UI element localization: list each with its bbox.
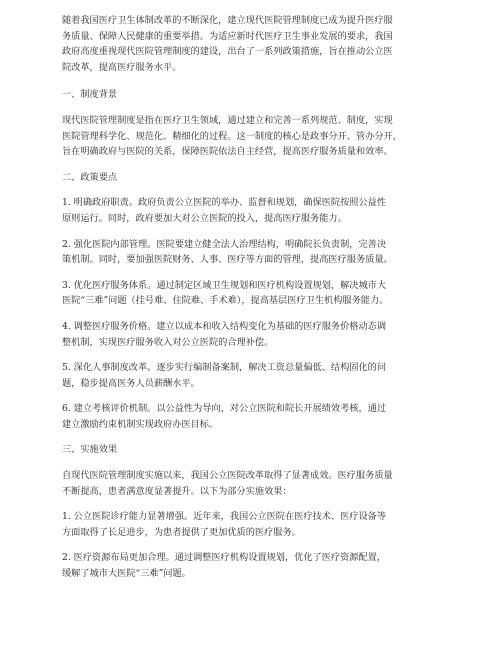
text-line: 建立激励约束机制实现政府办医目标。 (62, 418, 219, 430)
text-line: 1. 公立医院诊疗能力显著增强。近年来，我国公立医院在医疗技术、医疗设备等 (62, 511, 387, 523)
text-line: 随着我国医疗卫生体制改革的不断深化，建立现代医院管理制度已成为提升医疗服 (62, 15, 393, 26)
list-item (62, 550, 448, 581)
text-line: 缓解了城市大医院“三难”问题。 (62, 568, 191, 580)
text-line: 政府高度重视现代医院管理制度的建设，出台了一系列政策措施，旨在推动公立医 (62, 46, 393, 58)
text-line: 院改革，提高医疗服务水平。 (62, 61, 182, 73)
list-item (62, 278, 448, 309)
text-line: 方面取得了长足进步，为患者提供了更加优质的医疗服务。 (62, 526, 301, 538)
section-heading: 一、制度背景 (62, 89, 118, 101)
text-line: 2. 医疗资源布局更加合理。通过调整医疗机构设置规划，优化了医疗资源配置， (62, 552, 387, 564)
text-line: 务质量、保障人民健康的重要举措。为适应新时代医疗卫生事业发展的要求，我国 (62, 30, 393, 42)
document-page (62, 13, 448, 582)
list-item (62, 401, 448, 432)
text-line: 策机制。同时，要加强医院财务、人事、医疗等方面的管理，提高医疗服务质量。 (62, 254, 393, 266)
text-line: 2. 强化医院内部管理。医院要建立健全法人治理结构，明确院长负责制，完善决 (62, 238, 387, 250)
text-line: 1. 明确政府职责。政府负责公立医院的举办、监督和规划，确保医院按照公益性 (62, 197, 387, 209)
text-line: 自现代医院管理制度实施以来，我国公立医院改革取得了显著成效。医疗服务质量 (62, 470, 393, 482)
text-line: 医院管理科学化、规范化、精细化的过程。这一制度的核心是政事分开、管办分开， (62, 130, 402, 142)
text-line: 原则运行。同时，政府要加大对公立医院的投入，提高医疗服务能力。 (62, 212, 347, 224)
section-paragraph (62, 113, 448, 160)
text-line: 题，稳步提高医务人员薪酬水平。 (62, 377, 200, 389)
list-item (62, 360, 448, 391)
text-line: 旨在明确政府与医院的关系，保障医院依法自主经营，提高医疗服务质量和效率。 (62, 146, 393, 158)
text-line: 医院“三难”问题（挂号难、住院难、手术难），提高基层医疗卫生机构服务能力。 (62, 295, 389, 307)
intro-paragraph (62, 13, 448, 75)
text-line: 不断提高，患者满意度显著提升。以下为部分实施效果： (62, 485, 292, 497)
text-line: 6. 建立考核评价机制。以公益性为导向，对公立医院和院长开展绩效考核，通过 (62, 403, 387, 415)
text-line: 3. 优化医疗服务体系。通过制定区域卫生规划和医疗机构设置规划，解决城市大 (62, 279, 387, 291)
list-item (62, 195, 448, 226)
section-paragraph (62, 468, 448, 499)
list-item (62, 319, 448, 350)
text-line: 现代医院管理制度是指在医疗卫生领域，通过建立和完善一系列规范、制度，实现 (62, 114, 393, 126)
text-line: 4. 调整医疗服务价格。建立以成本和收入结构变化为基础的医疗服务价格动态调 (62, 320, 387, 332)
section-heading: 二、政策要点 (62, 171, 118, 183)
text-line: 5. 深化人事制度改革。逐步实行编制备案制，解决工资总量偏低、结构固化的问 (62, 362, 387, 374)
section-heading: 三、实施效果 (62, 444, 118, 456)
list-item (62, 509, 448, 540)
list-item (62, 237, 448, 268)
text-line: 整机制，实现医疗服务收入对公立医院的合理补偿。 (62, 336, 274, 348)
